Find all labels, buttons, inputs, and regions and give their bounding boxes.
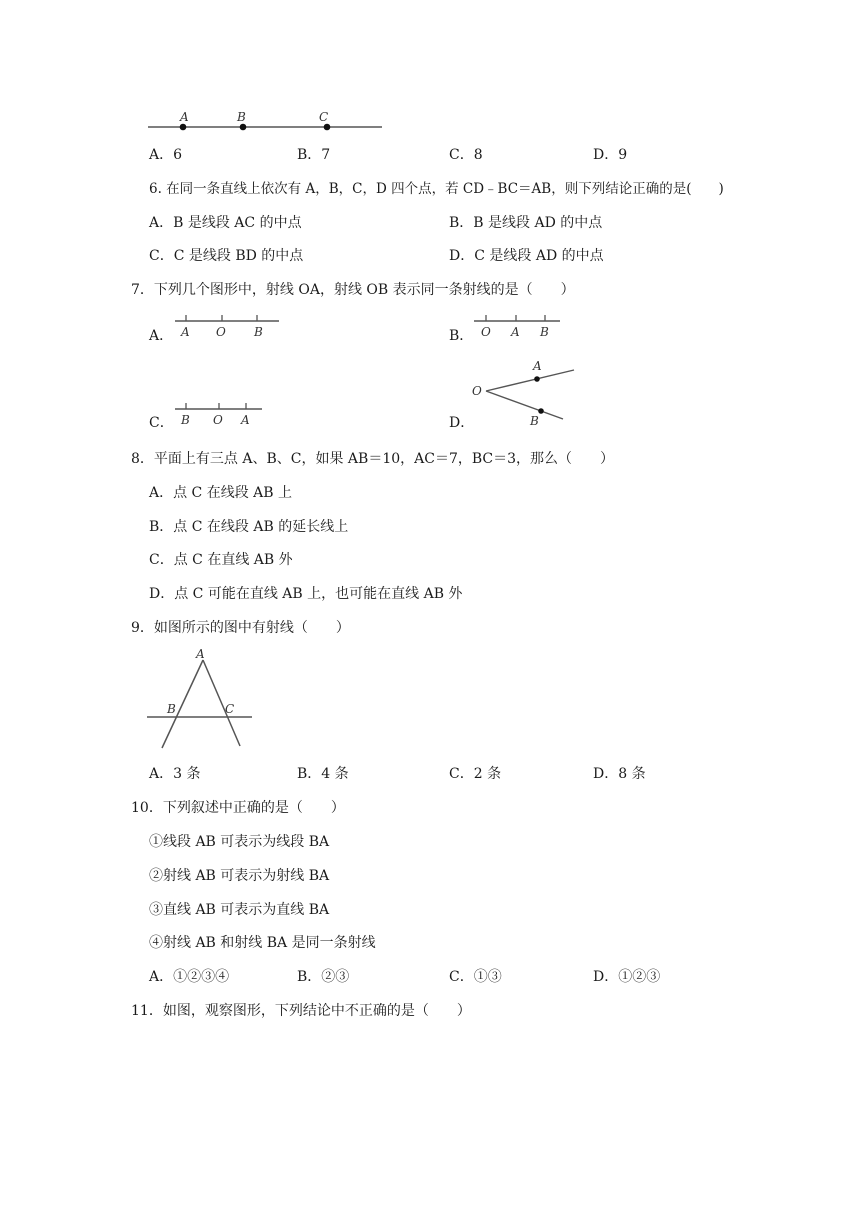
q5-option-b: B．7 [297, 147, 331, 163]
q10-option-b: B．②③ [297, 969, 350, 985]
q5-label-b: B [237, 110, 246, 124]
svg-text:A: A [181, 325, 190, 339]
q7-option-d: D． [449, 415, 475, 431]
q6-stem: 6. 在同一条直线上依次有 A，B，C，D 四个点，若 CD﹣BC＝AB，则下列结论正确的是( ) [149, 181, 724, 197]
q8-option-b: B．点 C 在线段 AB 的延长线上 [149, 519, 349, 535]
svg-text:O: O [213, 413, 223, 427]
q8-stem: 8．平面上有三点 A、B、C，如果 AB＝10，AC＝7，BC＝3，那么（ ） [131, 451, 615, 467]
svg-text:O: O [216, 325, 226, 339]
q10-option-d: D．①②③ [593, 969, 661, 985]
q9-option-b: B．4 条 [297, 766, 349, 782]
q5-label-a: A [180, 110, 189, 124]
q10-option-c: C．①③ [449, 969, 502, 985]
q9-option-c: C．2 条 [449, 766, 502, 782]
q10-statement-2: ②射线 AB 可表示为射线 BA [149, 868, 330, 884]
q6-option-b: B．B 是线段 AD 的中点 [449, 215, 603, 231]
q5-option-a: A．6 [149, 147, 183, 163]
q6-option-d: D．C 是线段 AD 的中点 [449, 248, 604, 264]
svg-text:O: O [472, 384, 482, 398]
q10-stem: 10．下列叙述中正确的是（ ） [131, 800, 345, 816]
q5-label-c: C [319, 110, 329, 124]
q5-option-c: C．8 [449, 147, 483, 163]
q7-stem: 7．下列几个图形中，射线 OA，射线 OB 表示同一条射线的是（ ） [131, 282, 575, 298]
q11-stem: 11．如图，观察图形，下列结论中不正确的是（ ） [131, 1003, 471, 1019]
q10-statement-1: ①线段 AB 可表示为线段 BA [149, 834, 330, 850]
svg-text:C: C [225, 702, 235, 716]
svg-text:A: A [196, 647, 205, 661]
svg-text:B: B [167, 702, 176, 716]
q10-statement-3: ③直线 AB 可表示为直线 BA [149, 902, 330, 918]
svg-text:A: A [241, 413, 250, 427]
q9-option-a: A．3 条 [149, 766, 201, 782]
q9-option-d: D．8 条 [593, 766, 646, 782]
q7-option-a: A． [149, 328, 174, 344]
q5-option-d: D．9 [593, 147, 628, 163]
svg-text:O: O [481, 325, 491, 339]
q8-option-a: A．点 C 在线段 AB 上 [149, 485, 293, 501]
q9-stem: 9．如图所示的图中有射线（ ） [131, 620, 350, 636]
q6-option-c: C．C 是线段 BD 的中点 [149, 248, 304, 264]
q6-option-a: A．B 是线段 AC 的中点 [149, 215, 302, 231]
q10-statement-4: ④射线 AB 和射线 BA 是同一条射线 [149, 935, 376, 951]
q7-option-b: B． [449, 328, 474, 344]
svg-text:B: B [530, 414, 539, 428]
q8-option-d: D．点 C 可能在直线 AB 上，也可能在直线 AB 外 [149, 586, 463, 602]
svg-text:B: B [254, 325, 263, 339]
svg-text:B: B [181, 413, 190, 427]
q7-option-c: C． [149, 415, 174, 431]
q8-option-c: C．点 C 在直线 AB 外 [149, 552, 293, 568]
svg-text:A: A [511, 325, 520, 339]
svg-text:A: A [533, 359, 542, 373]
svg-text:B: B [540, 325, 549, 339]
q10-option-a: A．①②③④ [149, 969, 230, 985]
